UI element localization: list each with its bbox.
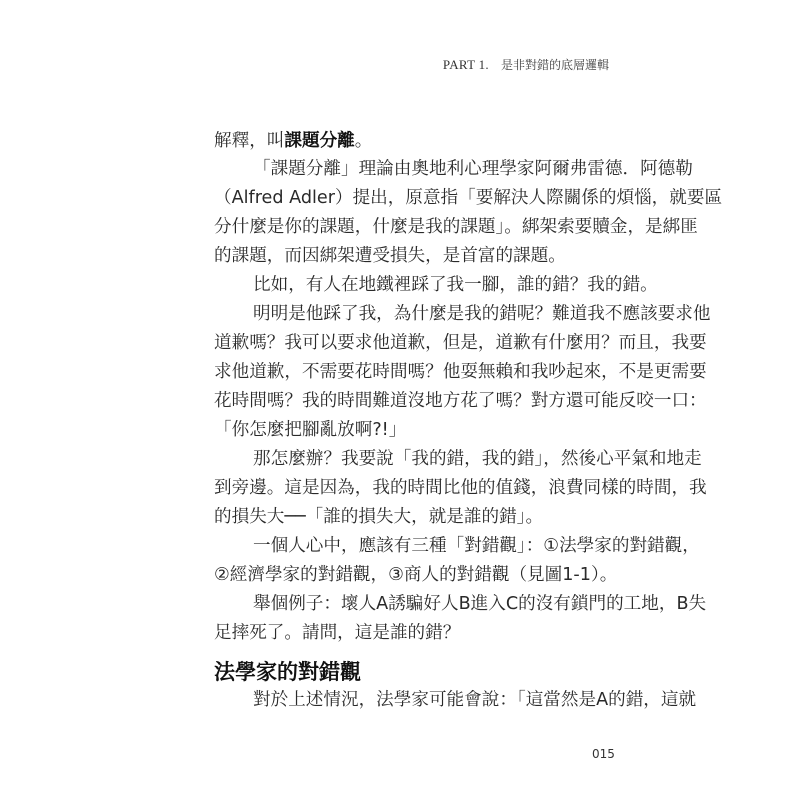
running-header xyxy=(443,56,609,73)
paragraph-line: ②經濟學家的對錯觀，③商人的對錯觀（見圖1-1）。 xyxy=(214,565,618,585)
section-heading: 法學家的對錯觀 xyxy=(214,659,361,684)
paragraph-line: 足摔死了。請問，這是誰的錯？ xyxy=(214,623,461,643)
paragraph-line: 「你怎麼把腳亂放啊?!」 xyxy=(214,420,407,440)
paragraph-line: 一個人心中，應該有三種「對錯觀」：①法學家的對錯觀， xyxy=(253,536,700,556)
paragraph-line: 「課題分離」理論由奧地利心理學家阿爾弗雷德．阿德勒 xyxy=(253,159,693,179)
paragraph-line: 的課題，而因綁架遭受損失，是首富的課題。 xyxy=(214,246,566,266)
part-label: PART 1. xyxy=(442,57,489,72)
page-number: 015 xyxy=(592,747,615,761)
paragraph-line: 求他道歉，不需要花時間嗎？他耍無賴和我吵起來，不是更需要 xyxy=(214,362,707,382)
paragraph-line: 花時間嗎？我的時間難道沒地方花了嗎？對方還可能反咬一口： xyxy=(214,391,707,411)
paragraph-line: 分什麼是你的課題，什麼是我的課題」。綁架索要贖金，是綁匪 xyxy=(214,217,698,237)
paragraph-line: （Alfred Adler）提出，原意指「要解決人際關係的煩惱，就要區 xyxy=(214,188,723,208)
chapter-title: 是非對錯的底層邏輯 xyxy=(500,58,609,72)
paragraph-line: 明明是他踩了我，為什麼是我的錯呢？難道我不應該要求他 xyxy=(253,304,711,324)
text-span: 解釋，叫 xyxy=(214,131,285,151)
paragraph-line: 的損失大──「誰的損失大，就是誰的錯」。 xyxy=(214,507,544,527)
paragraph-line: 比如，有人在地鐵裡踩了我一腳，誰的錯？我的錯。 xyxy=(253,275,658,295)
text-span: 。 xyxy=(354,131,373,151)
paragraph-line xyxy=(214,126,610,155)
body-text xyxy=(214,126,723,648)
paragraph-line: 道歉嗎？我可以要求他道歉，但是，道歉有什麼用？而且，我要 xyxy=(214,333,707,353)
paragraph-line: 到旁邊。這是因為，我的時間比他的值錢，浪費同樣的時間，我 xyxy=(214,478,707,498)
paragraph-line: 舉個例子：壞人A誘騙好人B進入C的沒有鎖門的工地，B失 xyxy=(253,594,707,614)
section-body xyxy=(214,686,697,715)
paragraph-line: 對於上述情況，法學家可能會說：「這當然是A的錯，這就 xyxy=(253,690,697,710)
bold-term: 課題分離 xyxy=(284,130,355,151)
paragraph-line: 那怎麼辦？我要說「我的錯，我的錯」，然後心平氣和地走 xyxy=(253,449,702,469)
